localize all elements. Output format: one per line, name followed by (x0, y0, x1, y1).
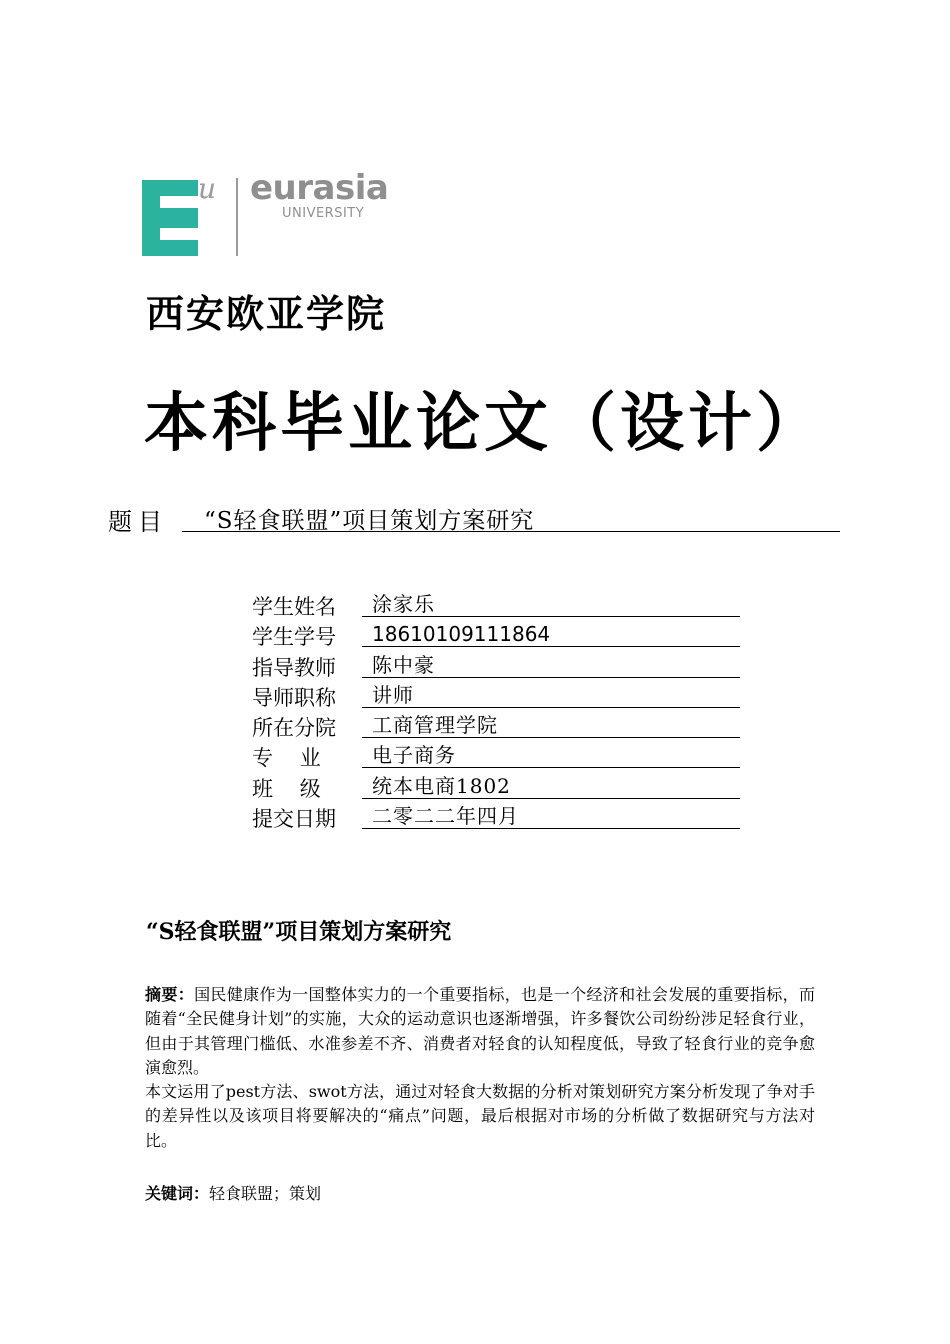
abstract-label: 摘要： (145, 985, 195, 1004)
logo-divider (236, 178, 238, 256)
thesis-title-label: 题目 (108, 508, 168, 536)
thesis-type-heading: 本科毕业论文（设计） (144, 386, 824, 461)
info-value: 统本电商1802 (362, 771, 740, 799)
info-label: 所在分院 (252, 716, 336, 741)
info-label: 指导教师 (252, 655, 336, 680)
info-row-student-id (252, 619, 742, 649)
info-label: 专 业 (252, 746, 321, 771)
section-title: “S轻食联盟”项目策划方案研究 (146, 919, 452, 945)
thesis-title-row (108, 502, 848, 536)
info-label: 导师职称 (252, 685, 336, 710)
info-value: 涂家乐 (362, 589, 740, 617)
logo-superscript: u (198, 172, 217, 205)
info-row-advisor-title (252, 680, 742, 710)
info-label: 学生学号 (252, 625, 336, 650)
info-value: 工商管理学院 (362, 710, 740, 738)
info-label: 班 级 (252, 776, 321, 801)
info-value: 讲师 (362, 680, 740, 708)
keywords-label: 关键词： (145, 1184, 210, 1203)
keywords-value: 轻食联盟；策划 (209, 1184, 322, 1203)
abstract-paragraph-1: 国民健康作为一国整体实力的一个重要指标，也是一个经济和社会发展的重要指标，而随着“全民健身计划”的实施，大众的运动意识也逐渐增强，许多餐饮公司纷纷涉足轻食行业，但由于其管理门槛低、水准参差不齐、消费者对轻食的认知程度低，导致了轻食行业的竞争愈演愈烈。 (145, 985, 815, 1077)
info-value: 陈中豪 (362, 650, 740, 678)
university-logo (142, 168, 402, 260)
eurasia-e-logo-icon (142, 180, 198, 256)
info-label: 提交日期 (252, 807, 336, 832)
info-row-major (252, 740, 742, 770)
thesis-title-value: “S轻食联盟”项目策划方案研究 (182, 502, 840, 532)
info-row-class (252, 771, 742, 801)
abstract-paragraph-2: 本文运用了pest方法、swot方法，通过对轻食大数据的分析对策划研究方案分析发现了争对手的差异性以及该项目将要解决的“痛点”问题，最后根据对市场的分析做了数据研究与方法对比。 (145, 1082, 815, 1150)
info-value: 18610109111864 (362, 619, 740, 647)
info-value: 电子商务 (362, 740, 740, 768)
logo-subtext: UNIVERSITY (282, 206, 365, 221)
info-label: 学生姓名 (252, 595, 336, 619)
info-row-name (252, 589, 742, 619)
school-name: 西安欧亚学院 (146, 291, 387, 336)
student-info-table (252, 589, 742, 831)
info-row-advisor (252, 650, 742, 680)
keywords (145, 1181, 321, 1204)
abstract (145, 983, 815, 1153)
logo-wordmark: eurasia (250, 168, 389, 208)
info-value: 二零二二年四月 (362, 801, 740, 829)
info-row-college (252, 710, 742, 740)
info-row-submit-date (252, 801, 742, 831)
